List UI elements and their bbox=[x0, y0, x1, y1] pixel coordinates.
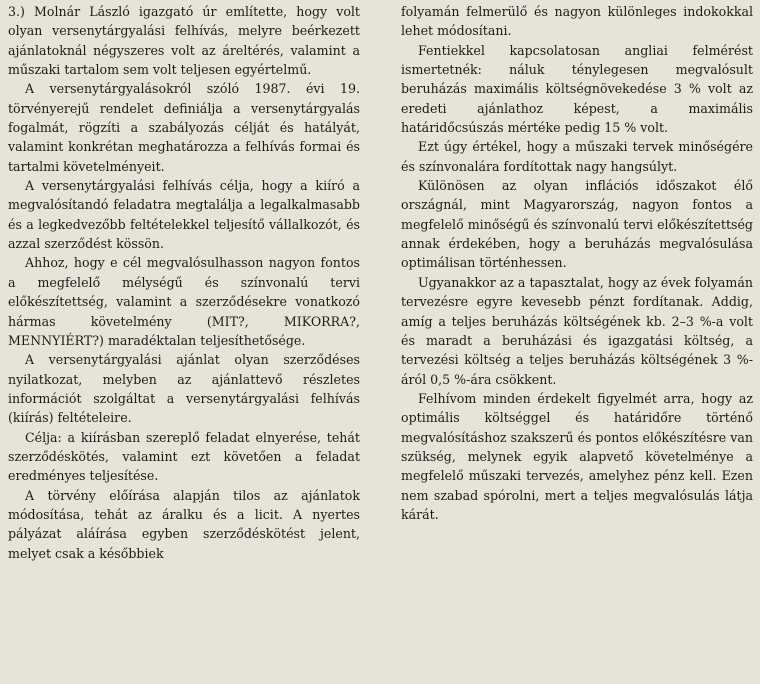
paragraph: 3.) Molnár László igazgató úr említette, hogy volt olyan versenytárgyalási felhívás, melyre beérkezett ajánlatoknál négyszeres volt az áreltérés, valamint a műszaki tartalom sem volt teljesen egyértelmű. bbox=[8, 4, 360, 78]
paragraph: Ugyanakkor az a tapasztalat, hogy az évek folyamán tervezésre egyre kevesebb pénzt fordítanak. Addig, amíg a teljes beruházás költségének kb. 2–3 %-a volt és maradt a beruházási és igazgatási költség, a tervezési költség a teljes beruházás költségének 3 %-áról 0,5 %-ára csökkent. bbox=[401, 274, 753, 387]
paragraph: Célja: a kiírásban szereplő feladat elnyerése, tehát szerződéskötés, valamint ezt követően a feladat eredményes teljesítése. bbox=[8, 429, 360, 484]
paragraph: Ahhoz, hogy e cél megvalósulhasson nagyon fontos a megfelelő mélységű és színvonalú tervi előkészítettség, valamint a szerződésekre vonatkozó hármas követelmény (MIT?, MIKORRA?, MENNYIÉRT?) maradéktalan teljesíthetősége. bbox=[8, 255, 360, 348]
paragraph: A versenytárgyalási ajánlat olyan szerződéses nyilatkozat, melyben az ajánlattevő részletes információt szolgáltat a versenytárgyalási felhívás (kiírás) feltételeire. bbox=[8, 352, 360, 426]
paragraph: A versenytárgyalásokról szóló 1987. évi 19. törvényerejű rendelet definiálja a versenytárgyalás fogalmát, rögzíti a szabályozás célját és hatályát, valamint konkrétan meghatározza a felhívás formai és tartalmi követelményeit. bbox=[8, 81, 360, 174]
paragraph: Különösen az olyan inflációs időszakot élő országnál, mint Magyarország, nagyon fontos a megfelelő minőségű és színvonalú tervi előkészítettség annak érdekében, hogy a beruházás megvalósulása optimálisan történhessen. bbox=[401, 178, 753, 271]
left-text-column bbox=[8, 2, 360, 563]
paragraph: folyamán felmerülő és nagyon különleges indokokkal lehet módosítani. bbox=[401, 4, 753, 39]
right-text-column bbox=[401, 2, 753, 524]
paragraph: Fentiekkel kapcsolatosan angliai felmérést ismertetnék: náluk ténylegesen megvalósult beruházás maximális költségnövekedése 3 % volt az eredeti ajánlathoz képest, a maximális határidőcsúszás mértéke pedig 15 % volt. bbox=[401, 42, 753, 136]
paragraph: A versenytárgyalási felhívás célja, hogy a kiíró a megvalósítandó feladatra megtalálja a legalkalmasabb és a legkedvezőbb feltételekkel teljesítő vállalkozót, és azzal szerződést kössön. bbox=[8, 178, 360, 252]
paragraph: A törvény előírása alapján tilos az ajánlatok módosítása, tehát az áralku és a licit. A nyertes pályázat aláírása egyben szerződéskötést jelent, melyet csak a későbbiek bbox=[8, 487, 360, 561]
paragraph: Felhívom minden érdekelt figyelmét arra, hogy az optimális költséggel és határidőre történő megvalósításhoz szakszerű és pontos előkészítésre van szükség, melynek egyik alapvető követelménye a megfelelő műszaki tervezés, amelyhez pénz kell. Ezen nem szabad spórolni, mert a teljes megvalósulás látja kárát. bbox=[401, 390, 753, 522]
paragraph: Ezt úgy értékel, hogy a műszaki tervek minőségére és színvonalára fordítottak nagy hangsúlyt. bbox=[401, 139, 753, 174]
